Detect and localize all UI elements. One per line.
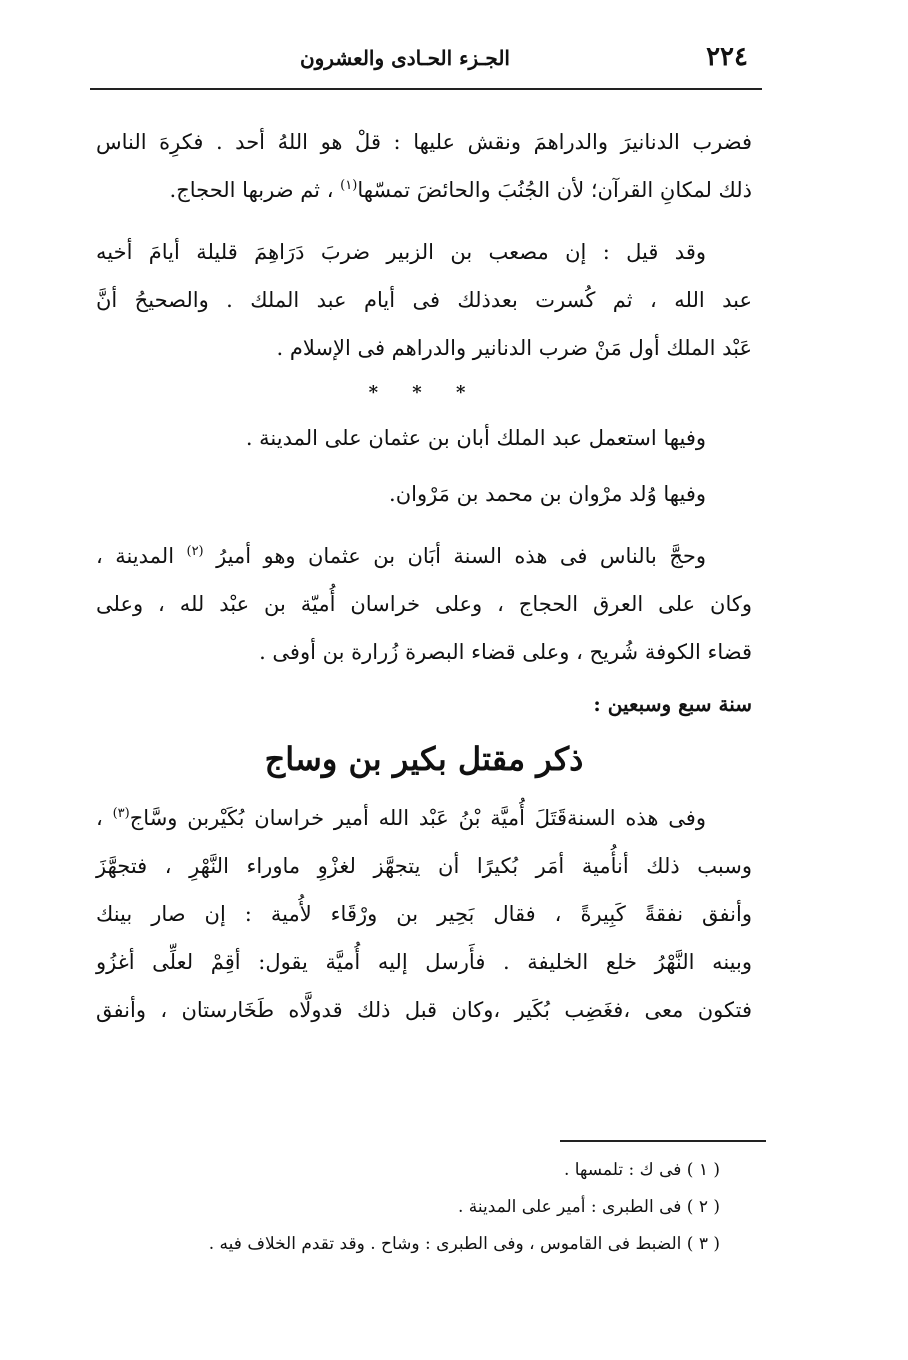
footnote-marker: (١) [340,178,358,193]
page-header [92,36,760,86]
footnote-marker: (٣) [112,806,130,821]
paragraph-mus-ab-cont [96,276,752,372]
paragraph-mus-ab [96,228,752,276]
text-line: وبينه النَّهْرُ خلع الخليفة . فأَرسل إليه أُميَّة يقول: أقِمْ لعلِّى أغزُو [96,950,752,974]
text-line [96,532,706,580]
text-line: وفيها وُلد مرْوان بن محمد بن مَرْوان. [389,482,706,506]
paragraph-coinage [96,118,752,214]
paragraph-marwan-birth [96,470,752,518]
text-line: عَبْد الملك أول مَنْ ضرب الدنانير والدراهم فى الإسلام . [276,336,752,360]
text-line [96,166,752,214]
text-line [96,794,706,842]
running-head: الجـزء الحـادى والعشرون [299,46,510,70]
paragraph-governors [96,580,752,676]
paragraph-bukayr [96,794,752,842]
header-rule [90,88,762,90]
text-segment: وفى هذه السنةقَتَلَ أُميَّة بْنُ عَبْد الله أمير خراسان بُكَيْربن وسَّاج [129,806,706,830]
section-separator: * * * [368,382,480,403]
section-title: ذكر مقتل بكير بن وساج [264,740,584,778]
footnote: ( ٣ ) الضبط فى القاموس ، وفى الطبرى : وشاح . وقد تقدم الخلاف فيه . [208,1234,720,1254]
text-line: وسبب ذلك أنأُمية أمَر بُكيرًا أن يتجهَّز لغزْوِ ماوراء النَّهْرِ ، فتجهَّزَ [96,854,752,878]
text-segment: ، ثم ضربها الحجاج. [169,178,334,202]
footnote: ( ٢ ) فى الطبرى : أمير على المدينة . [457,1197,720,1217]
footnote: ( ١ ) فى ك : تلمسها . [563,1160,720,1180]
text-line: وأنفق نفقةً كَبِيرةً ، فقال بَحِير بن ورْقَاء لأُمية : إن صار بينك [96,902,752,926]
text-line: وقد قيل : إن مصعب بن الزبير ضربَ دَرَاهِمَ قليلة أيامَ أخيه [96,240,706,264]
footnote-rule [560,1140,766,1142]
text-line: عبد الله ، ثم كُسرت بعدذلك فى أيام عبد الملك . والصحيحُ أنَّ [96,288,752,312]
text-line: وكان على العرق الحجاج ، وعلى خراسان أُميّة بن عبْد لله ، وعلى [96,592,752,616]
page-number: ٢٢٤ [706,42,748,72]
text-segment: المدينة ، [96,544,175,568]
text-line: فضرب الدنانيرَ والدراهمَ ونقش عليها : قلْ هو اللهُ أحد . فكرِهَ الناس [96,130,752,154]
text-segment: ، [96,806,103,830]
paragraph-bukayr-cont [96,842,752,1034]
main-text [96,118,752,1034]
footnote-marker: (٢) [186,544,204,559]
text-segment: وحجَّ بالناس فى هذه السنة أبَان بن عثمان وهو أميرُ [216,544,707,568]
paragraph-pilgrimage [96,532,752,580]
year-heading: سنة سبع وسبعين : [593,692,752,716]
footnotes [120,1152,720,1263]
text-line: قضاء الكوفة شُريح ، وعلى قضاء البصرة زُرارة بن أوفى . [259,640,752,664]
text-line: وفيها استعمل عبد الملك أبان بن عثمان على المدينة . [245,426,706,450]
paragraph-aban-appointment [96,414,752,462]
text-line: فتكون معى ،فغَضِب بُكَير ،وكان قبل ذلك قدولَّاه طَخَارستان ، وأنفق [96,998,752,1022]
text-segment: ذلك لمكانِ القرآن؛ لأن الجُنُبَ والحائضَ تمسّها [357,178,752,202]
